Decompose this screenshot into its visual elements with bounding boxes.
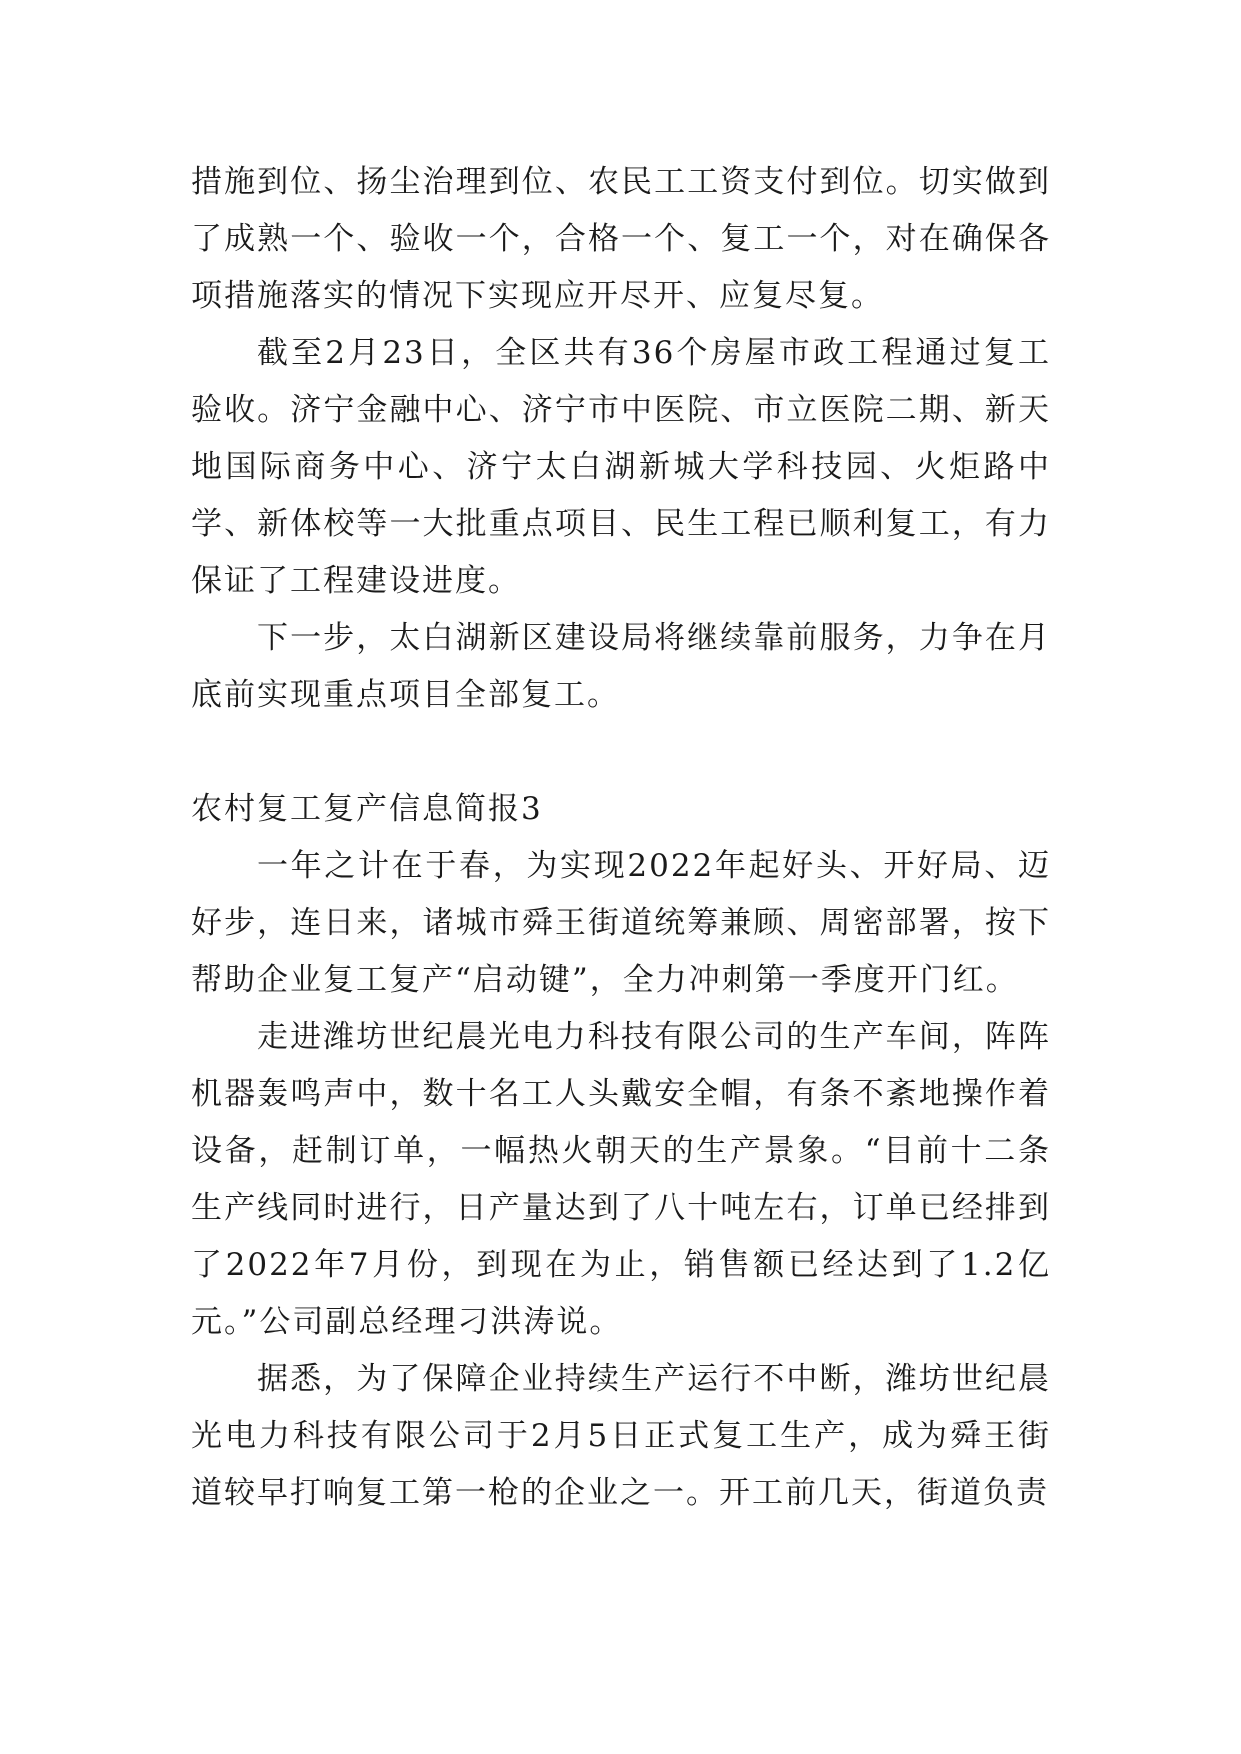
paragraph-resumption: 据悉，为了保障企业持续生产运行不中断，潍坊世纪晨光电力科技有限公司于2月5日正式复工生产，成为舜王街道较早打响复工第一枪的企业之一。开工前几天，街道负责 <box>191 1361 1051 1511</box>
section-title: 农村复工复产信息简报3 <box>191 791 543 827</box>
document-body <box>191 154 1051 1522</box>
paragraph-workshop: 走进潍坊世纪晨光电力科技有限公司的生产车间，阵阵机器轰鸣声中，数十名工人头戴安全帽，有条不紊地操作着设备，赶制订单，一幅热火朝天的生产景象。“目前十二条生产线同时进行，日产量达到了八十吨左右，订单已经排到了2022年7月份，到现在为止，销售额已经达到了1.2亿元。”公司副总经理刁洪涛说。 <box>191 1019 1051 1340</box>
paragraph-next-step: 下一步，太白湖新区建设局将继续靠前服务，力争在月底前实现重点项目全部复工。 <box>191 620 1051 713</box>
paragraph-acceptance: 截至2月23日，全区共有36个房屋市政工程通过复工验收。济宁金融中心、济宁市中医院、市立医院二期、新天地国际商务中心、济宁太白湖新城大学科技园、火炬路中学、新体校等一大批重点项目、民生工程已顺利复工，有力保证了工程建设进度。 <box>191 335 1051 599</box>
paragraph-spring: 一年之计在于春，为实现2022年起好头、开好局、迈好步，连日来，诸城市舜王街道统筹兼顾、周密部署，按下帮助企业复工复产“启动键”，全力冲刺第一季度开门红。 <box>191 848 1051 998</box>
paragraph-continued: 措施到位、扬尘治理到位、农民工工资支付到位。切实做到了成熟一个、验收一个，合格一个、复工一个，对在确保各项措施落实的情况下实现应开尽开、应复尽复。 <box>191 164 1051 314</box>
